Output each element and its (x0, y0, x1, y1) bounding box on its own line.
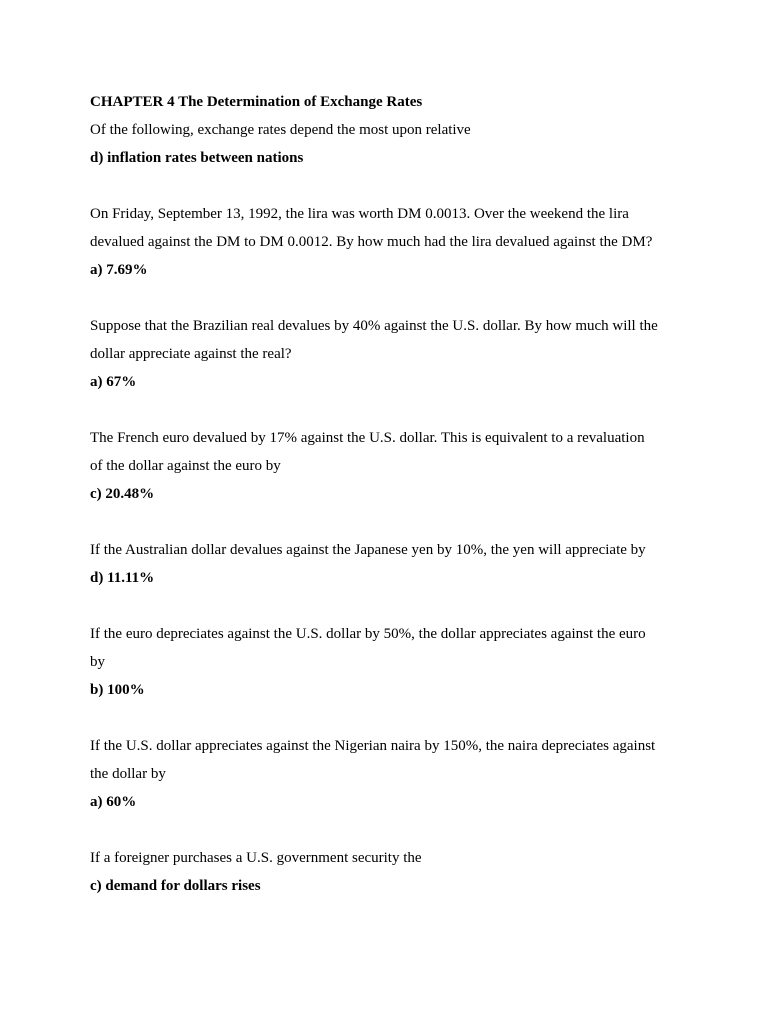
question-text: of the dollar against the euro by (90, 458, 281, 474)
answer-text: a) 7.69% (90, 262, 148, 278)
chapter-title: CHAPTER 4 The Determination of Exchange Rates (90, 94, 423, 110)
question-text: If the Australian dollar devalues against the Japanese yen by 10%, the yen will appreciate by (90, 542, 646, 558)
answer-text: c) 20.48% (90, 486, 155, 502)
question-text: the dollar by (90, 766, 166, 782)
answer-text: a) 67% (90, 374, 137, 390)
question-text: devalued against the DM to DM 0.0012. By how much had the lira devalued against the DM? (90, 234, 653, 250)
question-block (90, 116, 670, 172)
answer-text: d) 11.11% (90, 570, 155, 586)
question-text: On Friday, September 13, 1992, the lira was worth DM 0.0013. Over the weekend the lira (90, 206, 629, 222)
question-text: If a foreigner purchases a U.S. government security the (90, 850, 422, 866)
question-text: by (90, 654, 105, 670)
question-block (90, 732, 670, 816)
question-text: If the euro depreciates against the U.S. dollar by 50%, the dollar appreciates against the euro (90, 626, 646, 642)
question-text: Suppose that the Brazilian real devalues by 40% against the U.S. dollar. By how much will the (90, 318, 658, 334)
document-page (90, 88, 670, 928)
answer-text: c) demand for dollars rises (90, 878, 261, 894)
question-block (90, 424, 670, 508)
question-block (90, 536, 670, 592)
question-text: If the U.S. dollar appreciates against the Nigerian naira by 150%, the naira depreciates against (90, 738, 656, 754)
answer-text: a) 60% (90, 794, 137, 810)
question-text: dollar appreciate against the real? (90, 346, 292, 362)
question-text: Of the following, exchange rates depend the most upon relative (90, 122, 471, 138)
answer-text: b) 100% (90, 682, 145, 698)
question-block (90, 844, 670, 900)
question-block (90, 312, 670, 396)
question-block (90, 620, 670, 704)
answer-text: d) inflation rates between nations (90, 150, 304, 166)
question-block (90, 200, 670, 284)
question-text: The French euro devalued by 17% against the U.S. dollar. This is equivalent to a revaluation (90, 430, 645, 446)
